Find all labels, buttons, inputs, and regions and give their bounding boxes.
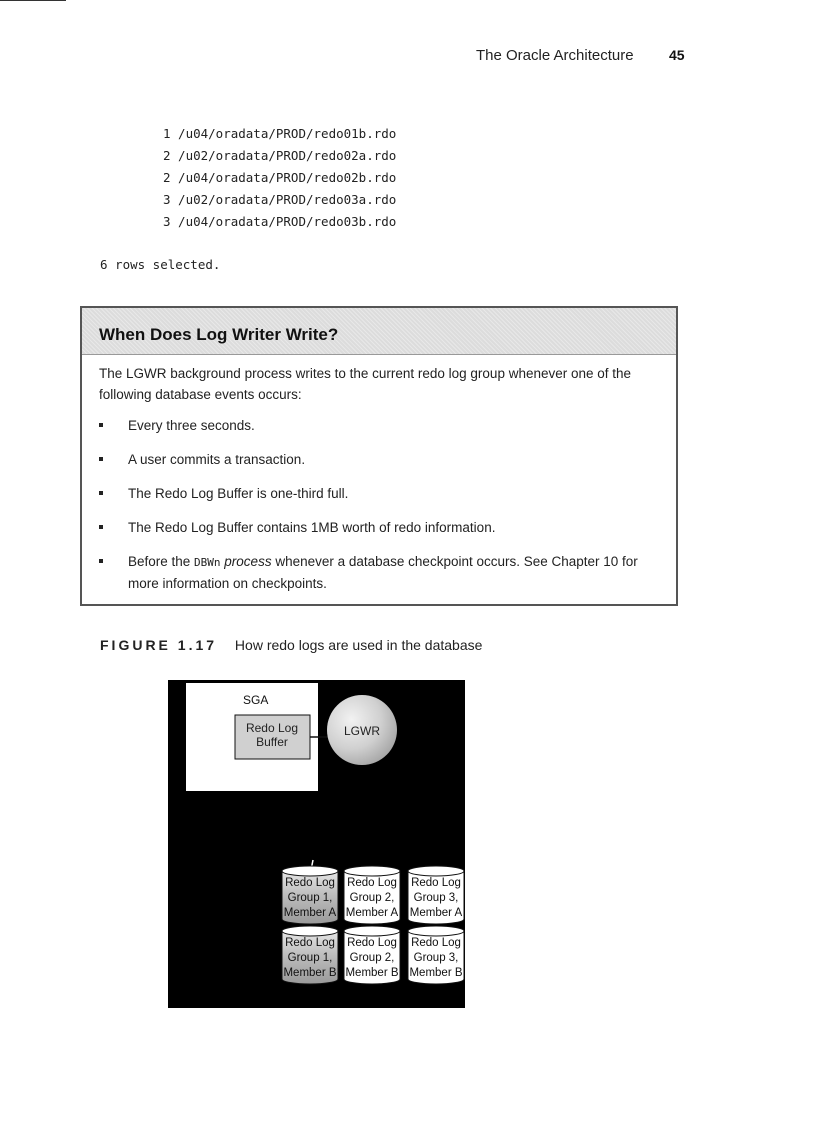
redo-log-file-label: Group 1,	[287, 892, 333, 904]
redo-log-file-label: Redo Log	[285, 937, 335, 949]
bullet-item	[99, 449, 669, 470]
redo-log-file-top	[344, 866, 400, 876]
bullet-icon	[99, 491, 103, 495]
redo-log-file-label: Group 3,	[413, 952, 459, 964]
running-title: The Oracle Architecture	[476, 47, 634, 64]
redo-log-diagram	[168, 680, 465, 1008]
redo-log-file-label: Group 1,	[287, 952, 333, 964]
redo-log-file-label: Redo Log	[411, 937, 461, 949]
buffer-label-line1: Redo Log	[245, 721, 299, 735]
sidebar-box	[80, 306, 678, 606]
redo-log-file-top	[282, 926, 338, 936]
code-line: 3 /u02/oradata/PROD/redo03a.rdo	[163, 192, 397, 207]
figure-caption	[100, 637, 482, 653]
code-line: 3 /u04/oradata/PROD/redo03b.rdo	[163, 214, 397, 229]
redo-log-file-label: Redo Log	[347, 937, 397, 949]
redo-log-file-label: Member A	[283, 907, 337, 919]
code-line: 2 /u02/oradata/PROD/redo02a.rdo	[163, 148, 397, 163]
figure-caption-text: How redo logs are used in the database	[234, 637, 483, 653]
bullet-text: A user commits a transaction.	[128, 452, 306, 467]
bullet-italic: process	[220, 554, 272, 569]
redo-log-file-top	[408, 866, 464, 876]
redo-log-file-label: Redo Log	[285, 877, 335, 889]
redo-log-file-top	[282, 866, 338, 876]
sidebar-title: When Does Log Writer Write?	[99, 325, 339, 344]
bullet-icon	[99, 423, 103, 427]
buffer-label-line2: Buffer	[256, 735, 288, 749]
top-rule	[0, 0, 66, 1]
figure-label: FIGURE 1.17	[100, 637, 218, 653]
page-number: 45	[669, 47, 685, 63]
redo-log-file-top	[344, 926, 400, 936]
sidebar-intro: The LGWR background process writes to the current redo log group whenever one of the following database events occurs:	[99, 366, 632, 402]
code-line: 1 /u04/oradata/PROD/redo01b.rdo	[163, 126, 397, 141]
sga-label: SGA	[243, 693, 269, 707]
bullet-text: The Redo Log Buffer is one-third full.	[128, 486, 349, 501]
redo-log-file-label: Member B	[409, 967, 463, 979]
redo-log-file-label: Member B	[283, 967, 337, 979]
code-line: 2 /u04/oradata/PROD/redo02b.rdo	[163, 170, 397, 185]
lgwr-label: LGWR	[344, 724, 380, 738]
redo-log-file-top	[408, 926, 464, 936]
redo-log-file-label: Member A	[409, 907, 463, 919]
bullet-icon	[99, 525, 103, 529]
redo-log-file-label: Redo Log	[411, 877, 461, 889]
code-output	[163, 123, 396, 233]
bullet-item	[99, 551, 669, 594]
bullet-text: The Redo Log Buffer contains 1MB worth of redo information.	[128, 520, 496, 535]
bullet-text-before: Before the	[128, 554, 195, 569]
bullet-text: Every three seconds.	[128, 418, 255, 433]
bullet-list	[99, 415, 669, 607]
rows-selected: 6 rows selected.	[100, 257, 221, 272]
bullet-icon	[99, 559, 103, 563]
redo-log-file-label: Group 2,	[349, 952, 395, 964]
redo-log-file-label: Member A	[345, 907, 399, 919]
bullet-icon	[99, 457, 103, 461]
bullet-item	[99, 483, 669, 504]
redo-log-file-label: Redo Log	[347, 877, 397, 889]
bullet-code: DBWn	[194, 556, 221, 569]
redo-log-file-label: Group 2,	[349, 892, 395, 904]
redo-log-file-label: Member B	[345, 967, 399, 979]
redo-log-file-label: Group 3,	[413, 892, 459, 904]
bullet-text-after: whenever a database checkpoint occurs. See Chapter 10 for more information on checkpoints.	[128, 554, 638, 591]
bullet-item	[99, 415, 669, 436]
bullet-item	[99, 517, 669, 538]
